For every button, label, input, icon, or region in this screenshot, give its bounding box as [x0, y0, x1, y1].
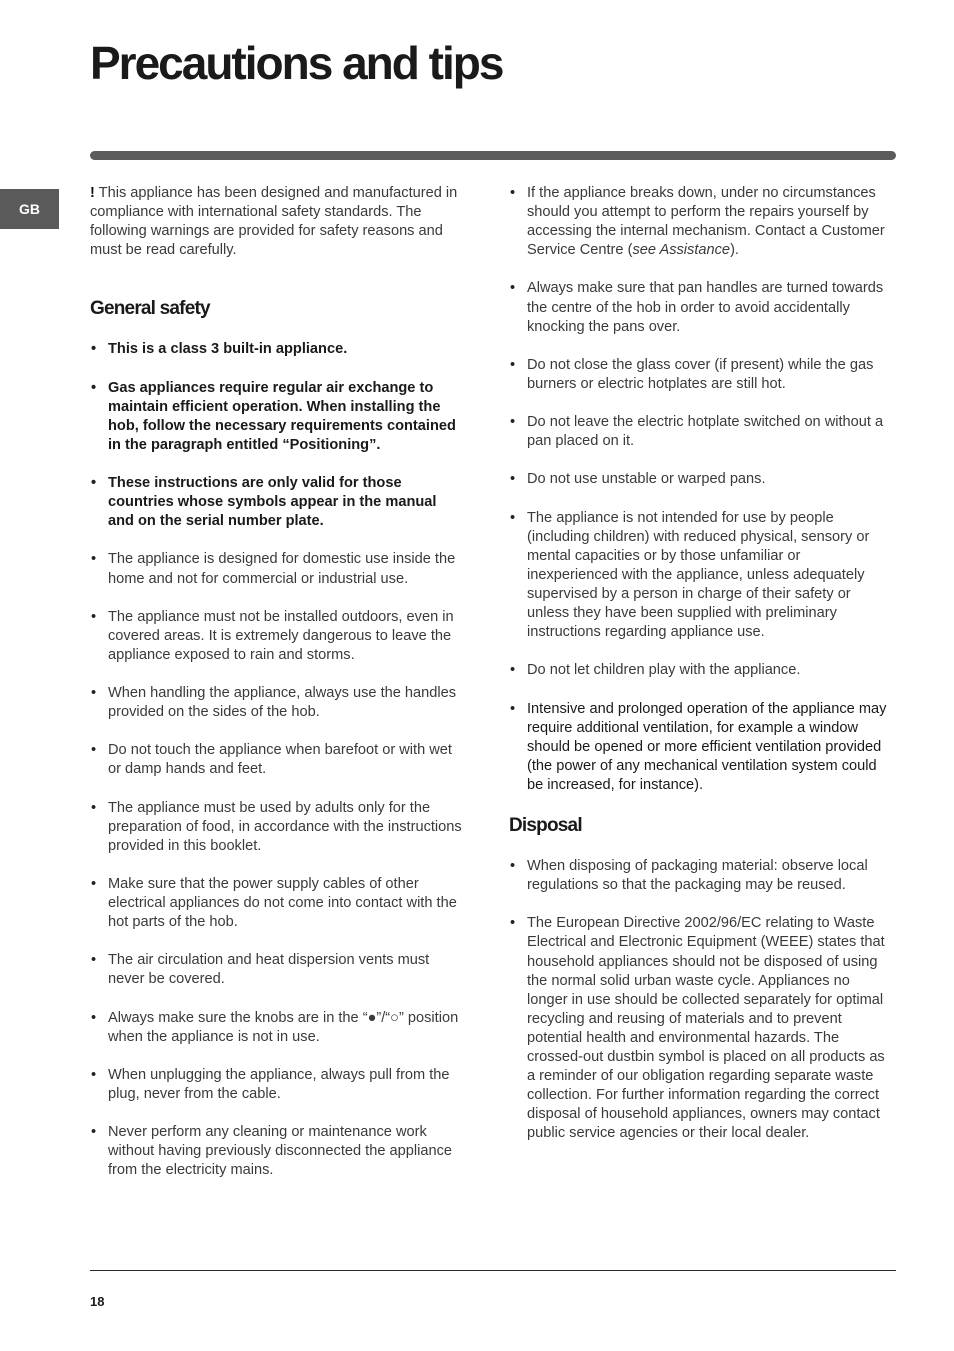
- page-number: 18: [90, 1294, 105, 1309]
- right-column: [509, 184, 887, 1163]
- breakdown-text: If the appliance breaks down, under no circumstances should you attempt to perform the repairs yourself by accessing the internal mechanism. Contact a Customer Service Centre (: [527, 185, 885, 259]
- warning-mark: !: [90, 185, 95, 201]
- list-item: • Always make sure that pan handles are turned towards the centre of the hob in order to avoid accidentally knocking the pans over.: [509, 279, 887, 336]
- intro-paragraph: [90, 184, 465, 260]
- list-item: • Intensive and prolonged operation of the appliance may require additional ventilation, for example a window should be opened or more efficient ventilation provided (the power of any mechanical ventilation system could be increased, for instance).: [509, 700, 887, 795]
- breakdown-text-end: ).: [730, 242, 739, 259]
- list-item: • Do not let children play with the appliance.: [509, 661, 887, 680]
- general-safety-list: [90, 340, 465, 1180]
- list-item: • Gas appliances require regular air exchange to maintain efficient operation. When installing the hob, follow the necessary requirements contained in the paragraph entitled “Positioning”.: [90, 379, 465, 455]
- list-item: • Do not close the glass cover (if present) while the gas burners or electric hotplates are still hot.: [509, 356, 887, 394]
- list-item: • These instructions are only valid for those countries whose symbols appear in the manual and on the serial number plate.: [90, 474, 465, 531]
- list-item: • When handling the appliance, always use the handles provided on the sides of the hob.: [90, 684, 465, 722]
- disposal-list: [509, 857, 887, 1143]
- footer-divider: [90, 1270, 896, 1271]
- list-item: • The appliance is not intended for use by people (including children) with reduced physical, sensory or mental capacities or by those unfamiliar or inexperienced with the appliance, unless adequately supervised by a person in charge of their safety or unless they have been supplied with preliminary instructions regarding appliance use.: [509, 509, 887, 643]
- list-item: • This is a class 3 built-in appliance.: [90, 340, 465, 359]
- language-tab: GB: [0, 189, 59, 229]
- header-divider: [90, 151, 896, 160]
- disposal-heading: Disposal: [509, 815, 582, 837]
- list-item: • The European Directive 2002/96/EC relating to Waste Electrical and Electronic Equipment (WEEE) states that household appliances should not be disposed of using the normal solid urban waste cycle. Appliances no longer in use should be collected separately for optimal recycling and reusing of materials and to prevent potential health and environmental hazards. The crossed-out dustbin symbol is placed on all products as a reminder of our obligation regarding separate waste collection. For further information regarding the correct disposal of household appliances, owners may contact public service agencies or their local dealer.: [509, 914, 887, 1143]
- safety-list-continued: [509, 184, 887, 795]
- general-safety-heading: General safety: [90, 298, 210, 320]
- list-item: • Always make sure the knobs are in the “●”/“○” position when the appliance is not in use.: [90, 1009, 465, 1047]
- intro-text: This appliance has been designed and manufactured in compliance with international safety standards. The following warnings are provided for safety reasons and must be read carefully.: [90, 185, 458, 259]
- page-title: Precautions and tips: [90, 37, 503, 89]
- list-item: • The air circulation and heat dispersion vents must never be covered.: [90, 951, 465, 989]
- list-item: • The appliance is designed for domestic use inside the home and not for commercial or industrial use.: [90, 550, 465, 588]
- list-item: • The appliance must be used by adults only for the preparation of food, in accordance with the instructions provided in this booklet.: [90, 799, 465, 856]
- list-item: • When unplugging the appliance, always pull from the plug, never from the cable.: [90, 1066, 465, 1104]
- left-column: [90, 184, 465, 1200]
- assistance-reference: see Assistance: [632, 242, 731, 259]
- list-item: • Never perform any cleaning or maintenance work without having previously disconnected the appliance from the electricity mains.: [90, 1123, 465, 1180]
- list-item: [509, 184, 887, 260]
- list-item: • Do not use unstable or warped pans.: [509, 470, 887, 489]
- list-item: • Do not leave the electric hotplate switched on without a pan placed on it.: [509, 413, 887, 451]
- list-item: • The appliance must not be installed outdoors, even in covered areas. It is extremely dangerous to leave the appliance exposed to rain and storms.: [90, 608, 465, 665]
- list-item: • Make sure that the power supply cables of other electrical appliances do not come into contact with the hot parts of the hob.: [90, 875, 465, 932]
- list-item: • Do not touch the appliance when barefoot or with wet or damp hands and feet.: [90, 741, 465, 779]
- list-item: • When disposing of packaging material: observe local regulations so that the packaging may be reused.: [509, 857, 887, 895]
